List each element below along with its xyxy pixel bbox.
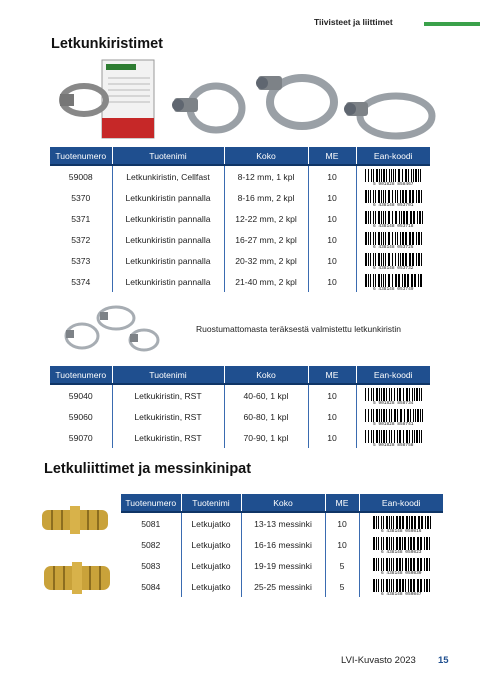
size-cell: 12-22 mm, 2 kpl — [224, 208, 308, 229]
unit-cell: 10 — [308, 427, 356, 448]
ean-code: 6 438148 053701 — [372, 202, 414, 208]
product-image-stainless-clamps — [60, 300, 160, 356]
product-number-cell: 5081 — [121, 512, 181, 534]
barcode — [371, 537, 431, 553]
ean-barcode-cell — [359, 512, 443, 534]
table-row — [50, 250, 430, 271]
ean-barcode-cell — [359, 576, 443, 597]
ean-code: 6 438148 050816 — [380, 528, 422, 534]
barcode — [363, 253, 423, 269]
product-name-cell: Letkujatko — [181, 576, 241, 597]
size-cell: 13-13 messinki — [241, 512, 325, 534]
col-header-ean: Ean-koodi — [356, 366, 430, 384]
col-header-size: Koko — [224, 366, 308, 384]
size-cell: 20-32 mm, 2 kpl — [224, 250, 308, 271]
table-row — [50, 229, 430, 250]
col-header-size: Koko — [224, 147, 308, 165]
ean-barcode-cell — [359, 555, 443, 576]
ean-code: 5 901828 858467 — [372, 181, 414, 187]
size-cell: 16-27 mm, 2 kpl — [224, 229, 308, 250]
product-image-clamp-small — [170, 78, 248, 136]
ean-barcode-cell — [356, 250, 430, 271]
col-header-product-name: Tuotenimi — [181, 494, 241, 512]
size-cell: 16-16 messinki — [241, 534, 325, 555]
product-name-cell: Letkukiristin, RST — [112, 384, 224, 406]
size-cell: 19-19 messinki — [241, 555, 325, 576]
section-title-fittings: Letkuliittimet ja messinkinipat — [44, 461, 252, 477]
product-name-cell: Letkukiristin, RST — [112, 427, 224, 448]
barcode — [363, 232, 423, 248]
unit-cell: 10 — [308, 187, 356, 208]
col-header-ean: Ean-koodi — [359, 494, 443, 512]
product-name-cell: Letkujatko — [181, 555, 241, 576]
barcode — [363, 388, 423, 404]
product-name-cell: Letkukiristin, RST — [112, 406, 224, 427]
ean-code: 6 438148 050830 — [380, 570, 422, 576]
size-cell: 40-60, 1 kpl — [224, 384, 308, 406]
table-row — [50, 271, 430, 292]
ean-code: 6 438148 053732 — [372, 265, 414, 271]
size-cell: 70-90, 1 kpl — [224, 427, 308, 448]
unit-cell: 10 — [325, 512, 359, 534]
product-name-cell: Letkujatko — [181, 534, 241, 555]
product-name-cell: Letkunkiristin pannalla — [112, 208, 224, 229]
unit-cell: 10 — [308, 406, 356, 427]
size-cell: 8-12 mm, 1 kpl — [224, 165, 308, 187]
barcode — [371, 558, 431, 574]
barcode — [371, 579, 431, 595]
product-name-cell: Letkunkiristin pannalla — [112, 250, 224, 271]
ean-barcode-cell — [356, 165, 430, 187]
product-number-cell: 5373 — [50, 250, 112, 271]
barcode — [363, 169, 423, 185]
unit-cell: 5 — [325, 555, 359, 576]
product-number-cell: 59070 — [50, 427, 112, 448]
ean-barcode-cell — [356, 208, 430, 229]
col-header-unit: ME — [308, 366, 356, 384]
product-image-clamp-large — [344, 86, 436, 140]
product-name-cell: Letkunkiristin, Cellfast — [112, 165, 224, 187]
hose-clamp-table — [50, 147, 430, 292]
unit-cell: 10 — [308, 208, 356, 229]
product-number-cell: 59060 — [50, 406, 112, 427]
ean-code: 6 438148 050823 — [380, 549, 422, 555]
product-number-cell: 5082 — [121, 534, 181, 555]
unit-cell: 5 — [325, 576, 359, 597]
barcode — [363, 211, 423, 227]
product-image-cellfast-clamp — [54, 56, 158, 140]
size-cell: 8-16 mm, 2 kpl — [224, 187, 308, 208]
product-number-cell: 5084 — [121, 576, 181, 597]
barcode — [363, 409, 423, 425]
size-cell: 25-25 messinki — [241, 576, 325, 597]
col-header-unit: ME — [325, 494, 359, 512]
size-cell: 60-80, 1 kpl — [224, 406, 308, 427]
table-row — [50, 208, 430, 229]
ean-code: 5 901828 858758 — [372, 442, 414, 448]
barcode — [363, 274, 423, 290]
unit-cell: 10 — [308, 229, 356, 250]
product-image-clamp-medium — [254, 68, 338, 132]
product-image-brass-fitting-1 — [38, 500, 112, 540]
table-row — [50, 406, 430, 427]
ean-code: 5 901828 858734 — [372, 400, 414, 406]
ean-barcode-cell — [356, 271, 430, 292]
barcode — [363, 430, 423, 446]
unit-cell: 10 — [308, 384, 356, 406]
col-header-product-number: Tuotenumero — [50, 366, 112, 384]
table-row — [121, 555, 443, 576]
col-header-size: Koko — [241, 494, 325, 512]
ean-code: 5 901828 858741 — [372, 421, 414, 427]
product-number-cell: 5372 — [50, 229, 112, 250]
product-number-cell: 5371 — [50, 208, 112, 229]
product-number-cell: 5370 — [50, 187, 112, 208]
col-header-ean: Ean-koodi — [356, 147, 430, 165]
product-number-cell: 5374 — [50, 271, 112, 292]
product-name-cell: Letkujatko — [181, 512, 241, 534]
section-title-hose-clamps: Letkunkiristimet — [51, 36, 163, 52]
unit-cell: 10 — [308, 165, 356, 187]
unit-cell: 10 — [325, 534, 359, 555]
section-header: Tiivisteet ja liittimet — [314, 17, 393, 27]
col-header-unit: ME — [308, 147, 356, 165]
ean-code: 6 438148 050847 — [380, 591, 422, 597]
table-row — [121, 576, 443, 597]
ean-barcode-cell — [356, 427, 430, 448]
page-number: 15 — [438, 655, 449, 666]
stainless-note: Ruostumattomasta teräksestä valmistettu letkunkiristin — [196, 324, 402, 334]
product-number-cell: 59040 — [50, 384, 112, 406]
ean-barcode-cell — [359, 534, 443, 555]
fittings-table — [121, 494, 443, 597]
product-number-cell: 5083 — [121, 555, 181, 576]
size-cell: 21-40 mm, 2 kpl — [224, 271, 308, 292]
table-row — [50, 165, 430, 187]
product-name-cell: Letkunkiristin pannalla — [112, 271, 224, 292]
col-header-product-name: Tuotenimi — [112, 366, 224, 384]
stainless-clamp-table — [50, 366, 430, 448]
unit-cell: 10 — [308, 271, 356, 292]
col-header-product-number: Tuotenumero — [121, 494, 181, 512]
unit-cell: 10 — [308, 250, 356, 271]
product-name-cell: Letkunkiristin pannalla — [112, 229, 224, 250]
ean-barcode-cell — [356, 384, 430, 406]
table-row — [121, 534, 443, 555]
barcode — [371, 516, 431, 532]
col-header-product-name: Tuotenimi — [112, 147, 224, 165]
barcode — [363, 190, 423, 206]
table-row — [50, 427, 430, 448]
product-number-cell: 59008 — [50, 165, 112, 187]
ean-code: 6 438148 053749 — [372, 286, 414, 292]
table-row — [121, 512, 443, 534]
product-name-cell: Letkunkiristin pannalla — [112, 187, 224, 208]
ean-barcode-cell — [356, 406, 430, 427]
section-header-bar — [424, 22, 480, 26]
col-header-product-number: Tuotenumero — [50, 147, 112, 165]
product-image-brass-fitting-2 — [40, 556, 114, 600]
ean-code: 6 438148 053725 — [372, 244, 414, 250]
table-row — [50, 187, 430, 208]
ean-code: 6 438148 053718 — [372, 223, 414, 229]
catalog-name: LVI-Kuvasto 2023 — [341, 655, 416, 666]
ean-barcode-cell — [356, 229, 430, 250]
ean-barcode-cell — [356, 187, 430, 208]
table-row — [50, 384, 430, 406]
